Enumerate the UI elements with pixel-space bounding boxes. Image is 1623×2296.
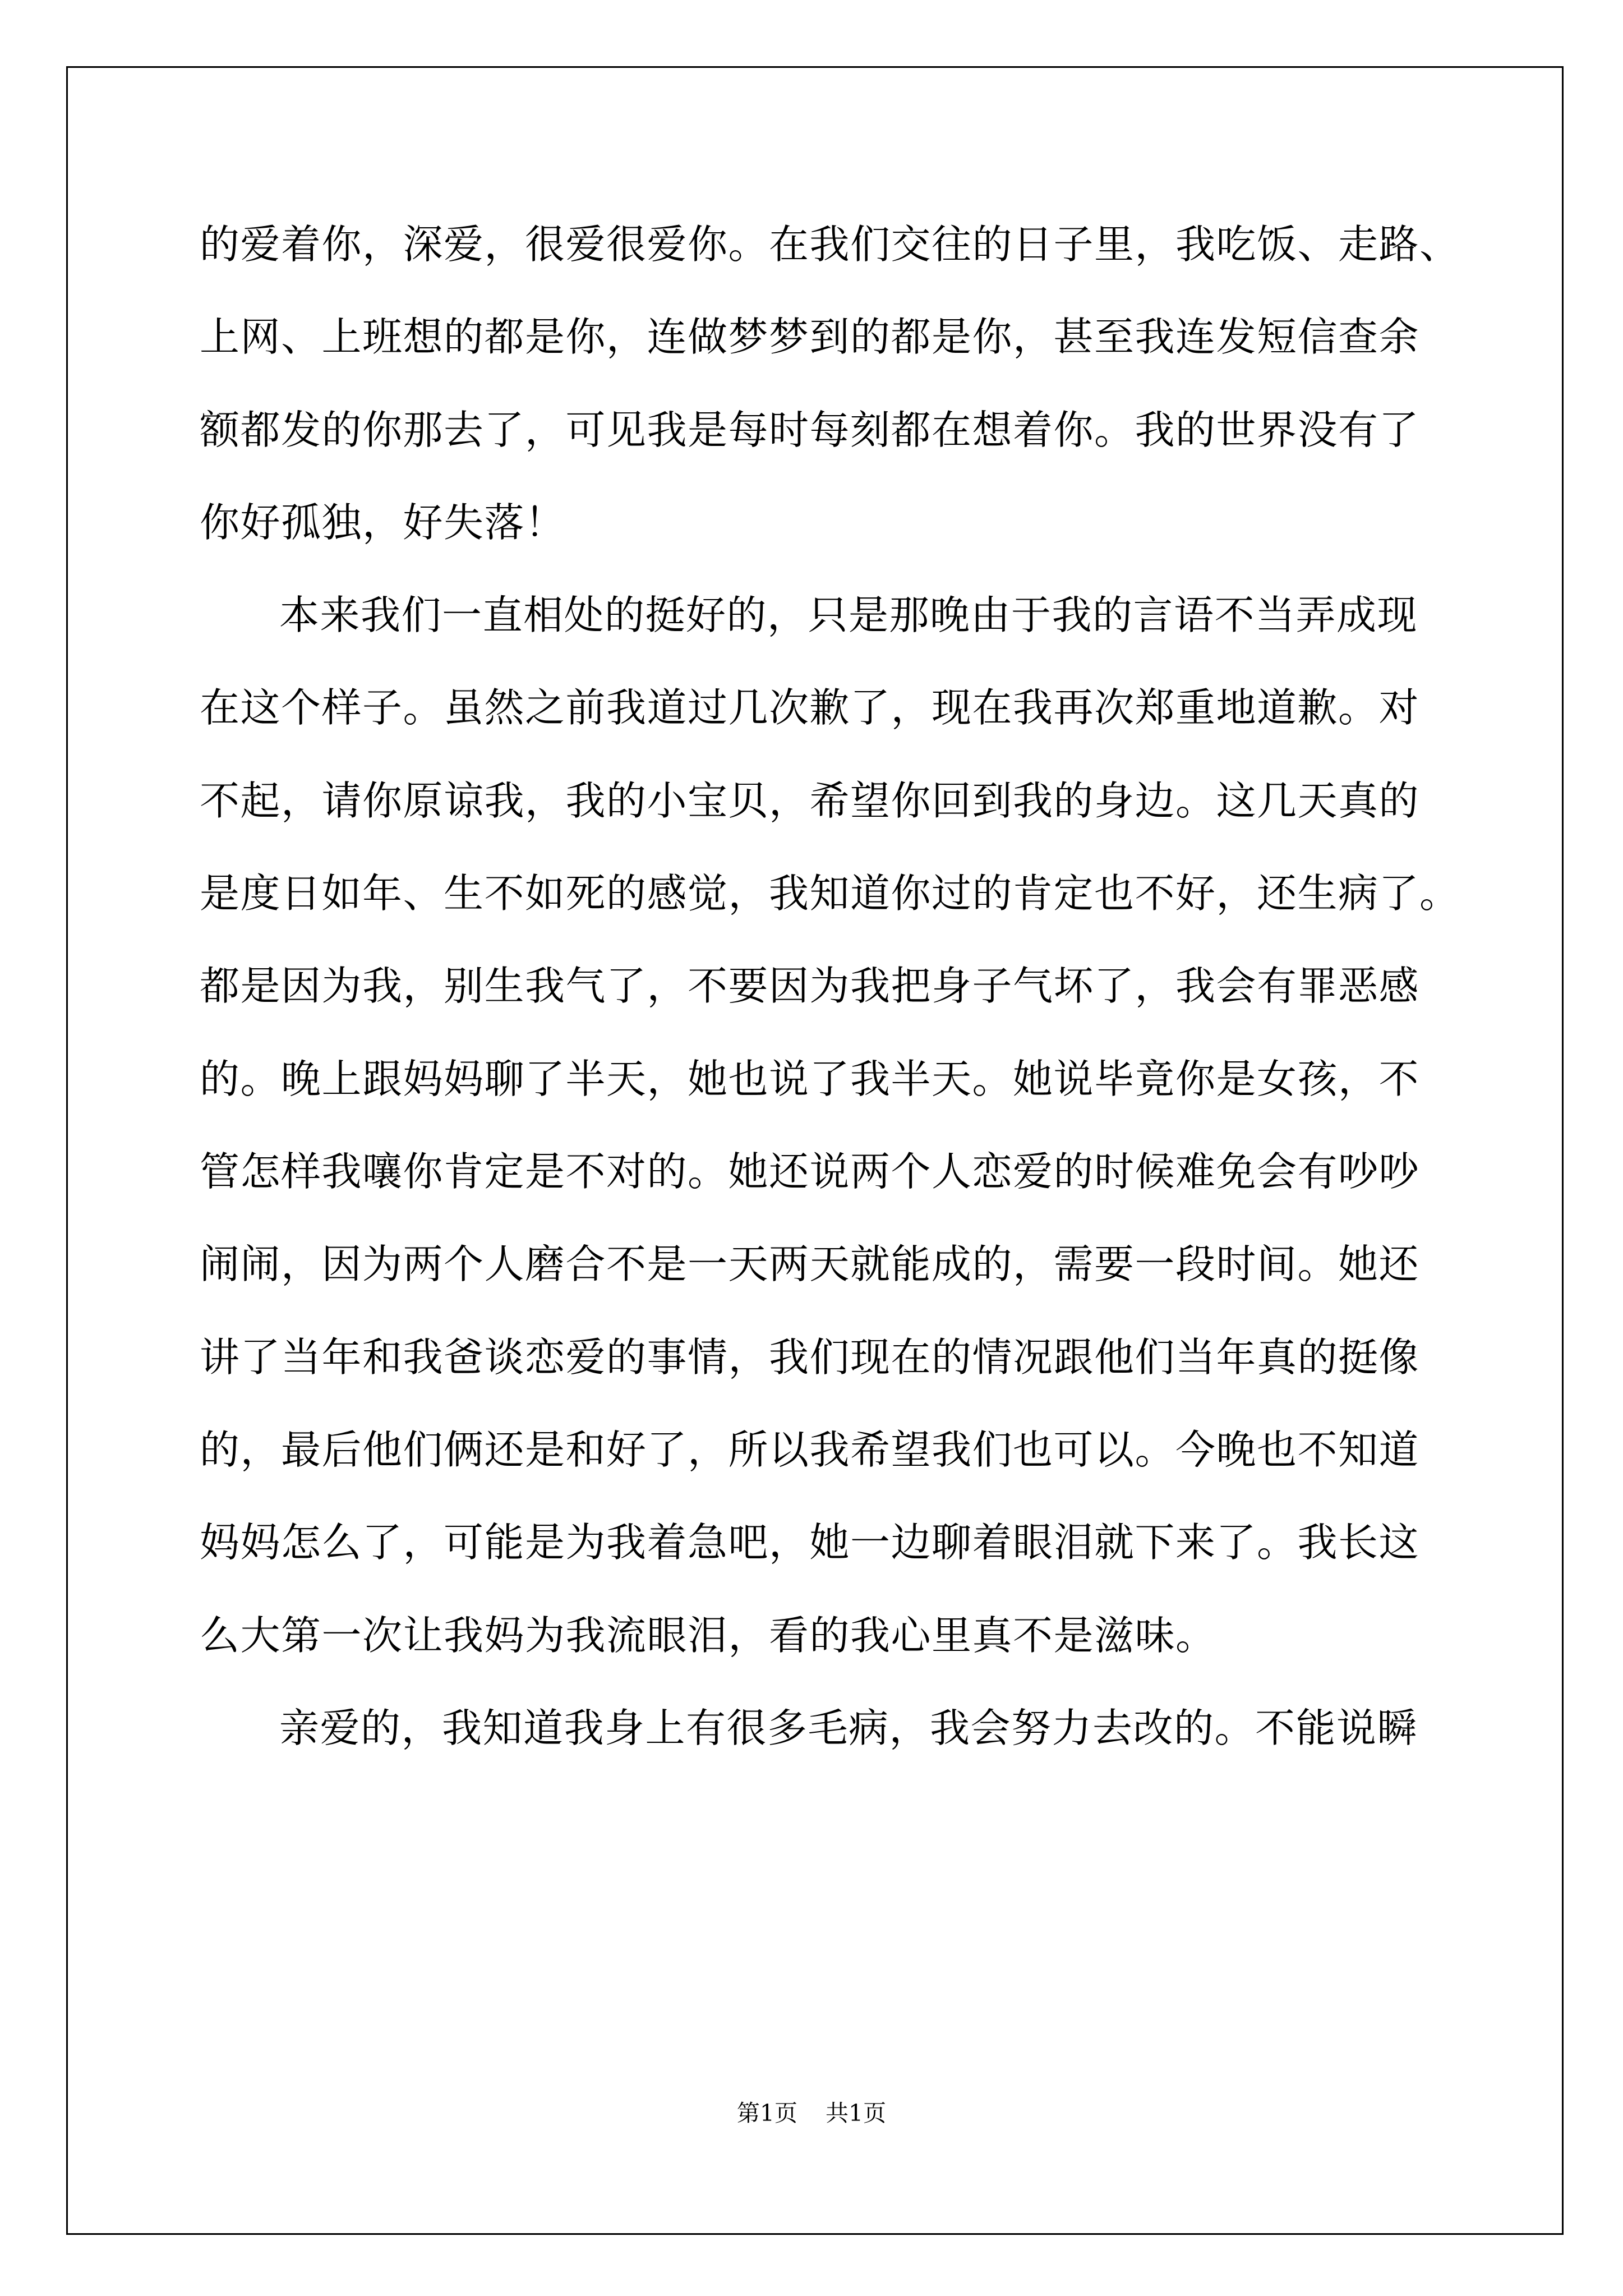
text-line: 都是因为我，别生我气了，不要因为我把身子气坏了，我会有罪恶感	[200, 963, 1420, 1009]
text-line: 是度日如年、生不如死的感觉，我知道你过的肯定也不好，还生病了。	[200, 870, 1460, 917]
text-line: 闹闹，因为两个人磨合不是一天两天就能成的，需要一段时间。她还	[200, 1241, 1420, 1287]
text-line: 你好孤独，好失落！	[200, 499, 566, 546]
page-total: 共1页	[826, 2100, 887, 2127]
text-line: 的。晚上跟妈妈聊了半天，她也说了我半天。她说毕竟你是女孩，不	[200, 1056, 1420, 1102]
text-line: 本来我们一直相处的挺好的，只是那晚由于我的言语不当弄成现	[279, 592, 1418, 638]
page-footer	[0, 2095, 1623, 2128]
page-number: 第1页	[736, 2100, 797, 2127]
text-line: 亲爱的，我知道我身上有很多毛病，我会努力去改的。不能说瞬	[279, 1705, 1418, 1751]
text-line: 不起，请你原谅我，我的小宝贝，希望你回到我的身边。这几天真的	[200, 777, 1420, 824]
text-line: 妈妈怎么了，可能是为我着急吧，她一边聊着眼泪就下来了。我长这	[200, 1519, 1420, 1566]
text-line: 的爱着你，深爱，很爱很爱你。在我们交往的日子里，我吃饭、走路、	[200, 221, 1460, 268]
text-line: 么大第一次让我妈为我流眼泪，看的我心里真不是滋味。	[200, 1612, 1216, 1659]
text-line: 管怎样我嚷你肯定是不对的。她还说两个人恋爱的时候难免会有吵吵	[200, 1148, 1420, 1195]
text-line: 额都发的你那去了，可见我是每时每刻都在想着你。我的世界没有了	[200, 407, 1420, 453]
text-line: 的，最后他们俩还是和好了，所以我希望我们也可以。今晚也不知道	[200, 1427, 1420, 1473]
text-line: 讲了当年和我爸谈恋爱的事情，我们现在的情况跟他们当年真的挺像	[200, 1334, 1420, 1381]
text-line: 在这个样子。虽然之前我道过几次歉了，现在我再次郑重地道歉。对	[200, 684, 1420, 731]
text-line: 上网、上班想的都是你，连做梦梦到的都是你，甚至我连发短信查余	[200, 314, 1420, 360]
